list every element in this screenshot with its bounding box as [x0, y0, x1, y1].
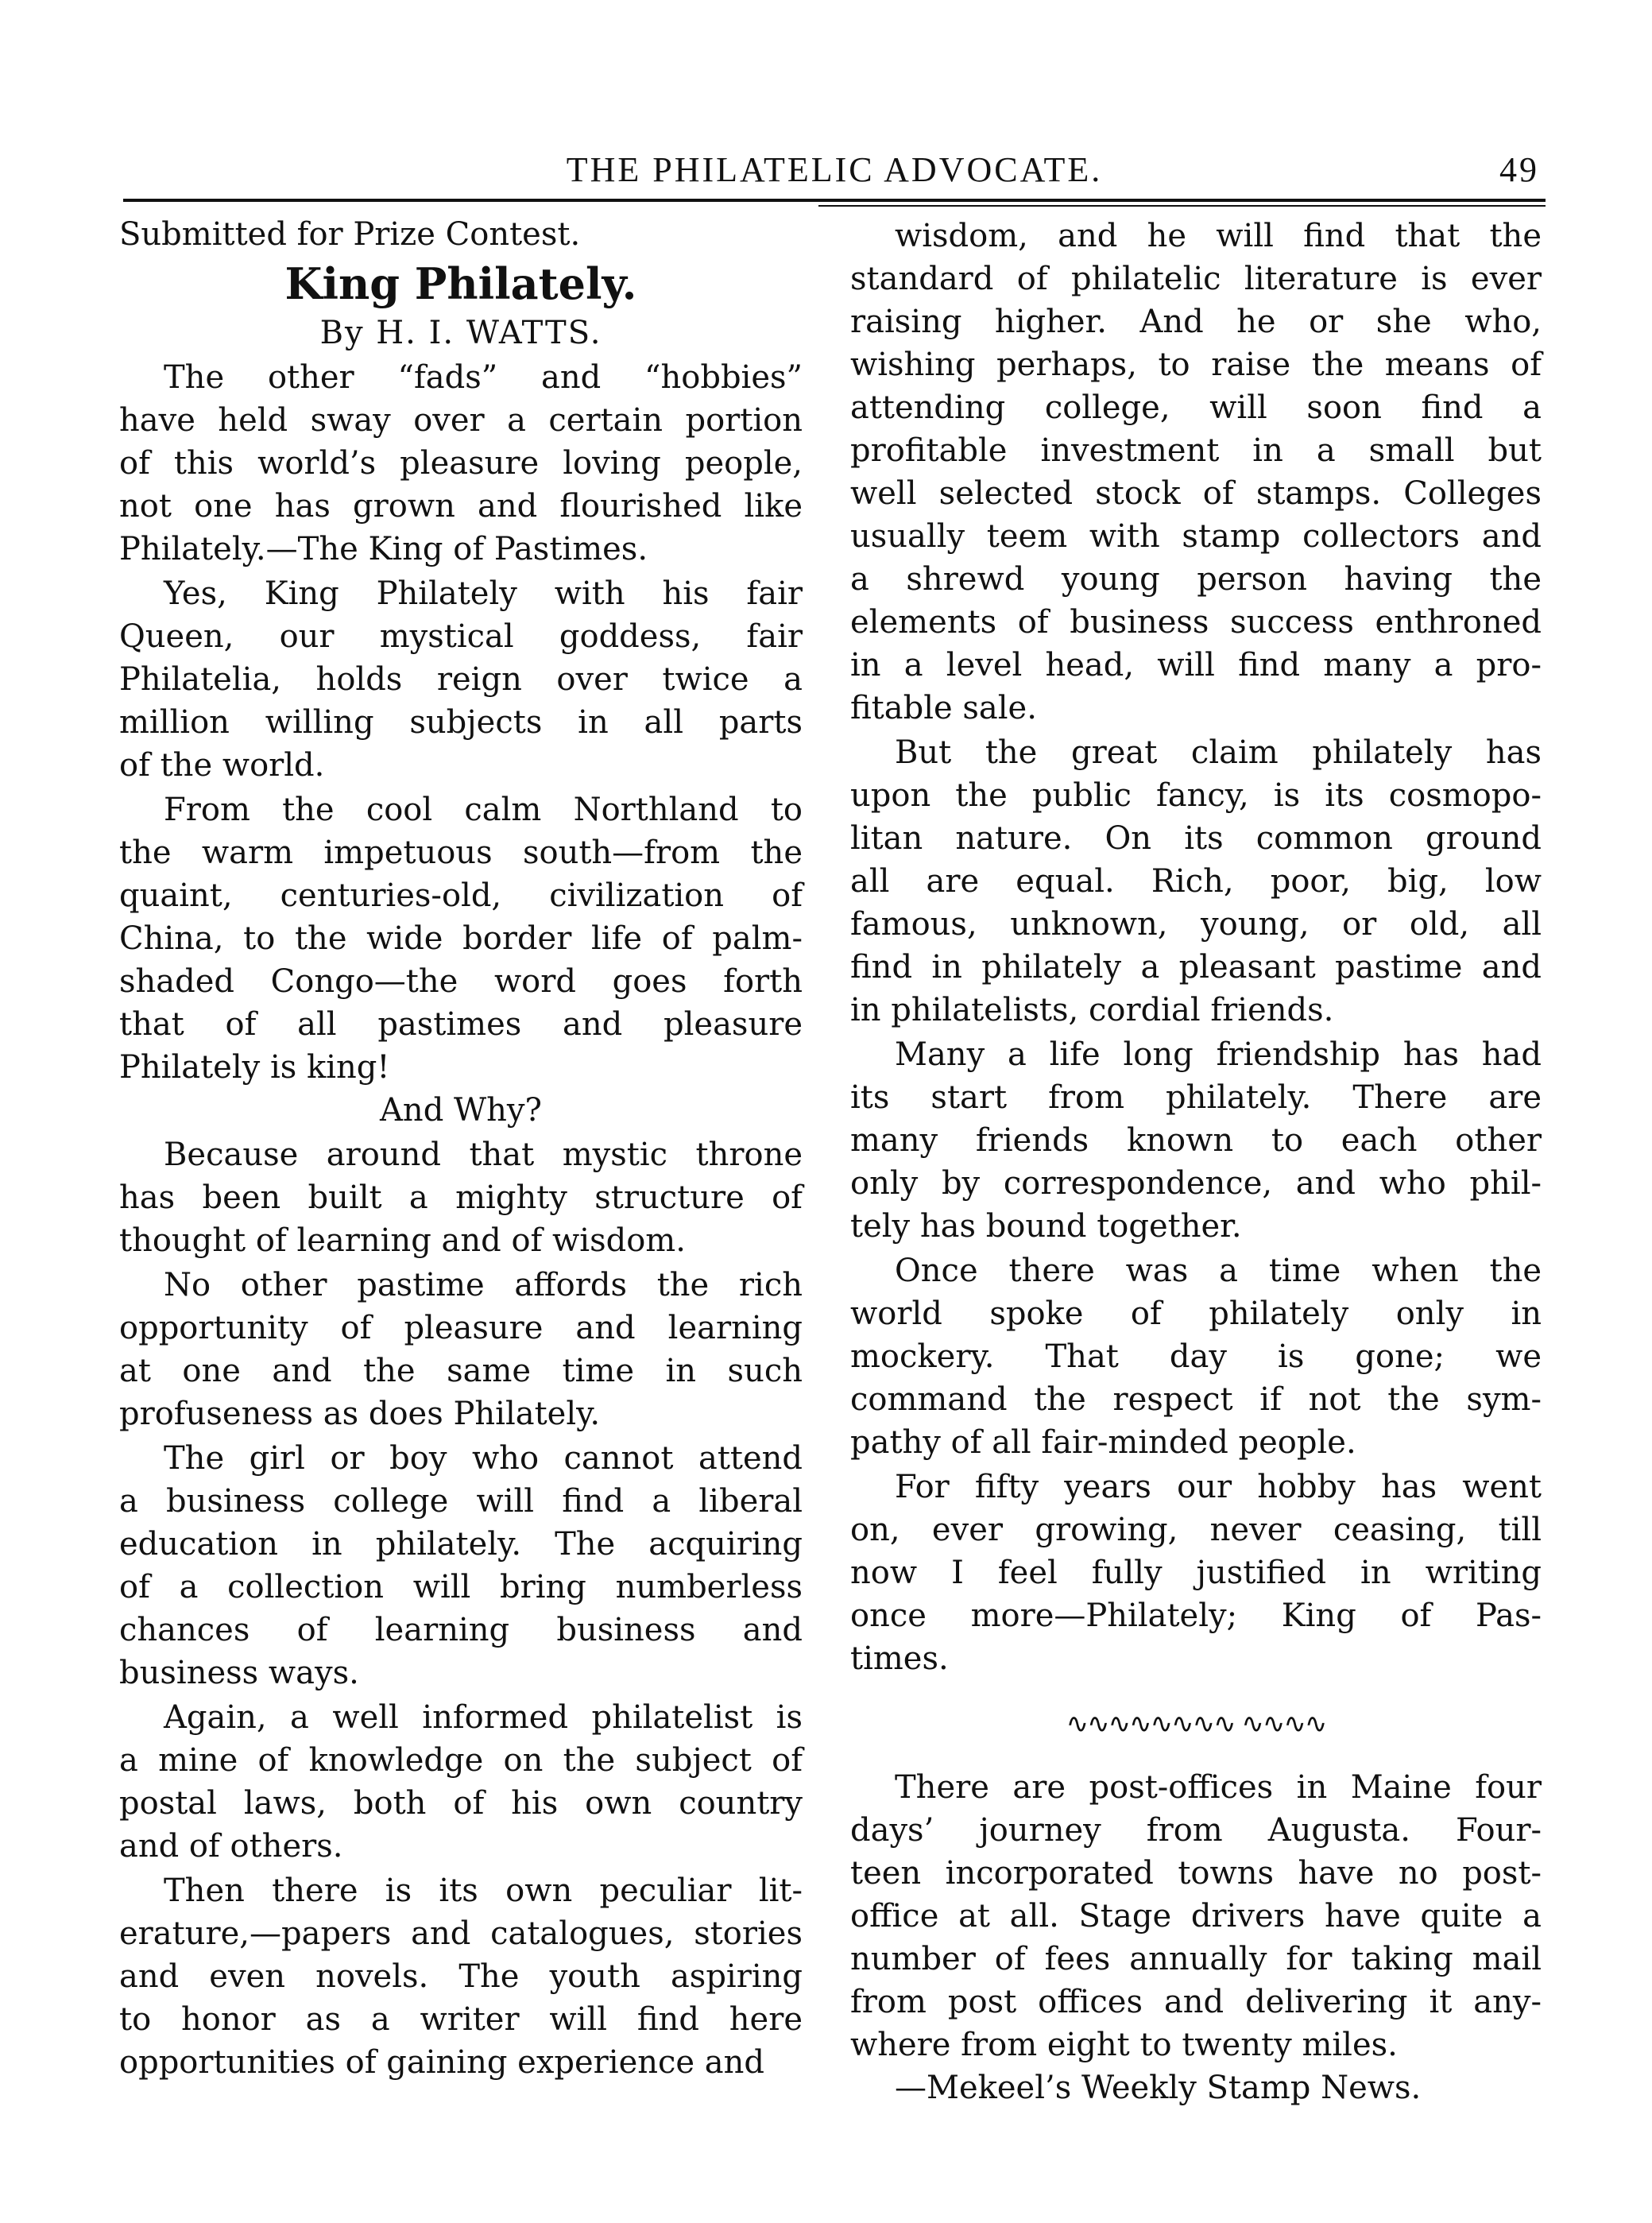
header-rule-secondary [818, 205, 1546, 207]
text-line: Philately.—The King of Pastimes. [119, 531, 648, 567]
text-line: Philately is king! [119, 1049, 390, 1086]
text-line: standard of philatelic literature is ever [850, 261, 1542, 297]
text-line: once more—Philately; King of Pas- [850, 1598, 1542, 1634]
text-line: has been built a mighty structure of [119, 1179, 803, 1216]
text-line: find in philately a pleasant pastime and [850, 949, 1542, 986]
text-line: opportunities of gaining experience and [119, 2044, 765, 2081]
text-line: opportunity of pleasure and learning [119, 1310, 803, 1346]
article-paragraphs-right [850, 215, 1542, 1680]
text-line: raising higher. And he or she who, [850, 304, 1542, 340]
text-line: No other pastime affords the rich [164, 1267, 803, 1303]
text-line: at one and the same time in such [119, 1353, 803, 1389]
text-line: to honor as a writer will find here [119, 2001, 803, 2038]
paragraph [119, 788, 803, 1089]
text-line: on, ever growing, never ceasing, till [850, 1512, 1542, 1548]
page-number: 49 [1499, 150, 1539, 189]
text-line: of a collection will bring numberless [119, 1569, 803, 1605]
text-line: China, to the wide border life of palm- [119, 920, 803, 957]
text-line: thought of learning and of wisdom. [119, 1222, 686, 1259]
text-line: and of others. [119, 1828, 343, 1865]
paragraph [850, 1033, 1542, 1248]
text-line: For fifty years our hobby has went [895, 1469, 1542, 1505]
text-line: a shrewd young person having the [850, 561, 1542, 598]
text-line: many friends known to each other [850, 1122, 1542, 1159]
text-line: chances of learning business and [119, 1612, 803, 1648]
text-line: times. [850, 1640, 949, 1677]
text-line: education in philately. The acquiring [119, 1526, 803, 1563]
text-line: tely has bound together. [850, 1208, 1242, 1245]
ornament-divider: ∿∿∿∿∿∿∿∿ ∿∿∿∿ [1066, 1708, 1326, 1740]
text-line: upon the public fancy, is its cosmopo- [850, 777, 1542, 814]
text-line: erature,—papers and catalogues, stories [119, 1915, 803, 1952]
text-line: all are equal. Rich, poor, big, low [850, 863, 1542, 900]
text-line: shaded Congo—the word goes forth [119, 963, 803, 1000]
article-subhead: And Why? [380, 1092, 542, 1129]
text-line: from post offices and delivering it any- [850, 1984, 1542, 2020]
text-line: days’ journey from Augusta. Four- [850, 1812, 1542, 1849]
text-line: office at all. Stage drivers have quite a [850, 1898, 1542, 1934]
article-kicker: Submitted for Prize Contest. [119, 216, 581, 253]
text-line: Many a life long friendship has had [895, 1036, 1542, 1073]
article-paragraphs [119, 356, 803, 1089]
text-line: The girl or boy who cannot attend [164, 1440, 803, 1477]
text-line: wishing perhaps, to raise the means of [850, 347, 1542, 383]
text-line: profitable investment in a small but [850, 432, 1542, 469]
paragraph [119, 572, 803, 787]
article-paragraphs-continued [119, 1133, 803, 2084]
article-title: King Philately. [284, 258, 637, 309]
news-note [850, 1766, 1542, 2066]
text-line: in philatelists, cordial friends. [850, 992, 1334, 1028]
text-line: usually teem with stamp collectors and [850, 518, 1542, 555]
text-line: From the cool calm Northland to [164, 792, 803, 828]
text-line: quaint, centuries-old, civilization of [119, 877, 803, 914]
text-line: in a level head, will find many a pro- [850, 647, 1542, 684]
text-line: business ways. [119, 1655, 359, 1691]
paragraph [850, 1249, 1542, 1464]
paragraph [119, 1264, 803, 1435]
text-line: its start from philately. There are [850, 1079, 1542, 1116]
text-line: now I feel fully justified in writing [850, 1555, 1542, 1591]
text-line: litan nature. On its common ground [850, 820, 1542, 857]
text-line: the warm impetuous south—from the [119, 835, 803, 871]
text-line: Queen, our mystical goddess, fair [119, 618, 803, 655]
text-line: mockery. That day is gone; we [850, 1338, 1542, 1375]
text-line: Then there is its own peculiar lit- [164, 1873, 803, 1909]
paragraph [119, 1696, 803, 1868]
text-line: attending college, will soon find a [850, 389, 1542, 426]
text-line: have held sway over a certain portion [119, 402, 803, 439]
paragraph [850, 731, 1542, 1032]
paragraph [119, 356, 803, 571]
text-line: well selected stock of stamps. Colleges [850, 475, 1542, 512]
text-line: pathy of all fair-minded people. [850, 1424, 1356, 1461]
text-line: The other “fads” and “hobbies” [164, 359, 803, 396]
text-line: elements of business success enthroned [850, 604, 1542, 641]
text-line: There are post-offices in Maine four [895, 1769, 1542, 1806]
text-line: fitable sale. [850, 690, 1037, 726]
text-line: Because around that mystic throne [164, 1137, 803, 1173]
text-line: profuseness as does Philately. [119, 1396, 601, 1432]
text-line: wisdom, and he will find that the [895, 218, 1542, 254]
text-line: Again, a well informed philatelist is [164, 1699, 803, 1736]
paragraph [119, 1133, 803, 1262]
header-rule [123, 199, 1546, 202]
text-line: world spoke of philately only in [850, 1295, 1542, 1332]
text-line: Philatelia, holds reign over twice a [119, 661, 803, 698]
right-column [850, 213, 1542, 2109]
text-line: teen incorporated towns have no post- [850, 1855, 1542, 1892]
news-note-source: —Mekeel’s Weekly Stamp News. [895, 2070, 1422, 2106]
article-byline: By H. I. WATTS. [319, 315, 602, 351]
paragraph [850, 1466, 1542, 1680]
paragraph [119, 1437, 803, 1694]
paragraph [850, 215, 1542, 730]
text-line: command the respect if not the sym- [850, 1381, 1542, 1418]
text-line: number of fees annually for taking mail [850, 1941, 1542, 1977]
page-header [123, 149, 1546, 197]
text-line: a business college will find a liberal [119, 1483, 803, 1520]
text-line: famous, unknown, young, or old, all [850, 906, 1542, 943]
text-line: Once there was a time when the [895, 1253, 1542, 1289]
text-line: postal laws, both of his own country [119, 1785, 803, 1822]
text-line: and even novels. The youth aspiring [119, 1958, 803, 1995]
text-line: where from eight to twenty miles. [850, 2027, 1398, 2063]
text-line: But the great claim philately has [895, 734, 1542, 771]
text-line: million willing subjects in all parts [119, 704, 803, 741]
text-line: Yes, King Philately with his fair [164, 575, 803, 612]
left-column [119, 213, 803, 2084]
text-line: that of all pastimes and pleasure [119, 1006, 803, 1043]
running-head: THE PHILATELIC ADVOCATE. [566, 150, 1103, 189]
text-line: of this world’s pleasure loving people, [119, 445, 803, 482]
text-line: a mine of knowledge on the subject of [119, 1742, 803, 1779]
text-line: not one has grown and flourished like [119, 488, 803, 525]
paragraph [119, 1869, 803, 2084]
text-line: only by correspondence, and who phil- [850, 1165, 1542, 1202]
text-line: of the world. [119, 747, 325, 784]
